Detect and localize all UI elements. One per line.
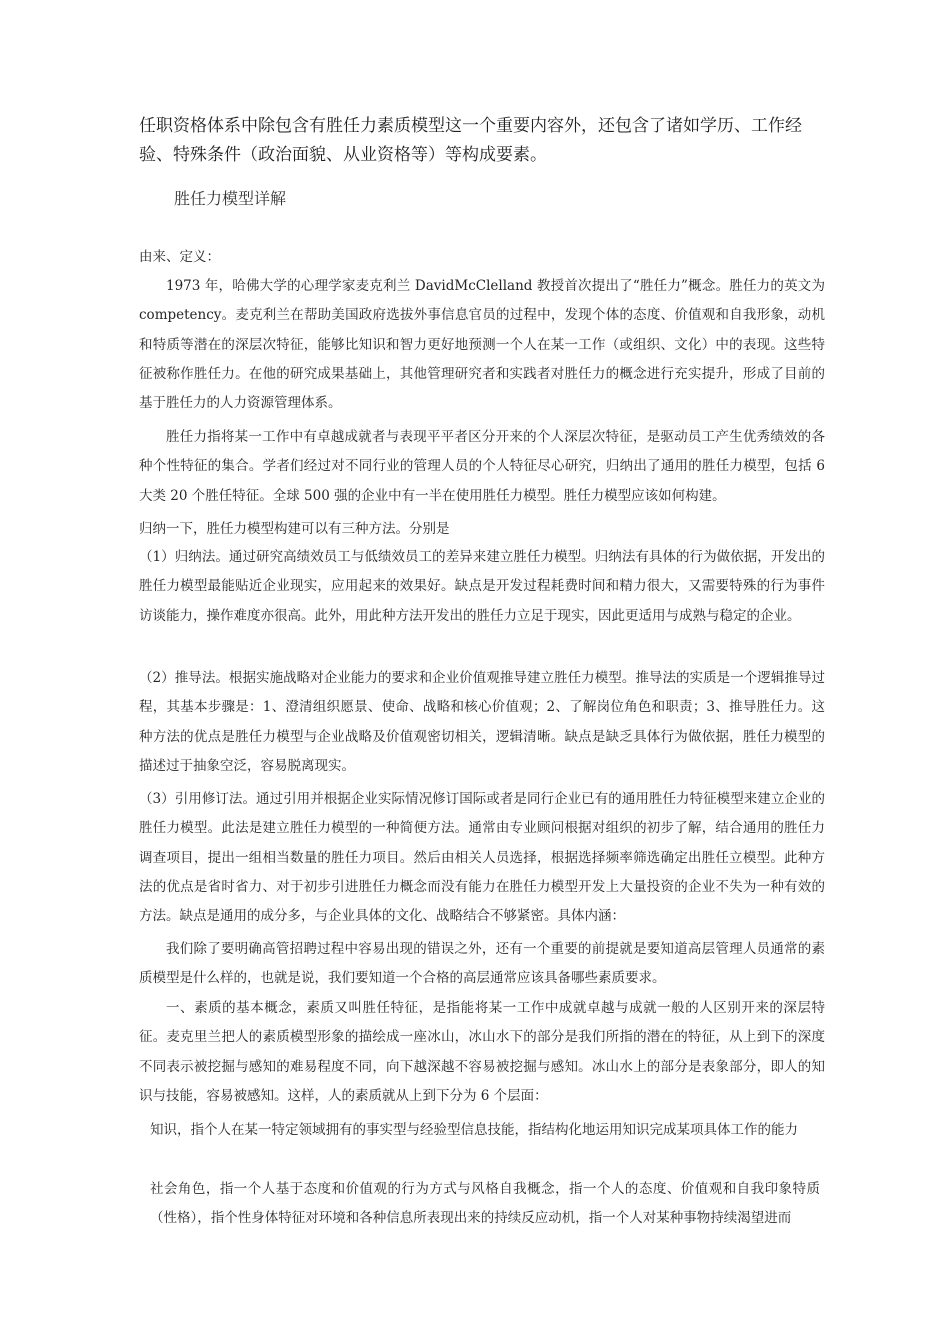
competency-concept-paragraph: 一、素质的基本概念，素质又叫胜任特征，是指能将某一工作中成就卓越与成就一般的人区别开来的深层特征。麦克里兰把人的素质模型形象的描绘成一座冰山，冰山水下的部分是我们所指的潜在的特征，从上到下的深度不同表示被挖掘与感知的难易程度不同，向下越深越不容易被挖掘与感知。冰山水上的部分是表象部分，即人的知识与技能，容易被感知。这样，人的素质就从上到下分为 6 个层面： (139, 1000, 825, 1104)
executives-paragraph: 我们除了要明确高管招聘过程中容易出现的错误之外，还有一个重要的前提就是要知道高层管理人员通常的素质模型是什么样的，也就是说，我们要知道一个合格的高层通常应该具备哪些素质要求。 (139, 941, 825, 987)
history-paragraph: 1973 年，哈佛大学的心理学家麦克利兰 DavidMcClelland 教授首次提出了“胜任力”概念。胜任力的英文为 competency。麦克利兰在帮助美国政府选拔外事信息官员的过程中，发现个体的态度、价值观和自我形象，动机和特质等潜在的深层次特征，能够比知识和智力更好地预测一个人在某一工作（或组织、文化）中的表现。这些特征被称作胜任力。在他的研究成果基础上，其他管理研究者和实践者对胜任力的概念进行充实提升，形成了目前的基于胜任力的人力资源管理体系。 (139, 278, 825, 412)
method-citation-paragraph: （3）引用修订法。通过引用并根据企业实际情况修订国际或者是同行企业已有的通用胜任力特征模型来建立企业的胜任力模型。此法是建立胜任力模型的一种简便方法。通常由专业顾问根据对组织的初步了解，结合通用的胜任力调查项目，提出一组相当数量的胜任力项目。然后由相关人员选择，根据选择频率筛选确定出胜任立模型。此种方法的优点是省时省力、对于初步引进胜任力概念而没有能力在胜任力模型开发上大量投资的企业不失为一种有效的方法。缺点是通用的成分多，与企业具体的文化、战略结合不够紧密。具体内涵： (139, 791, 825, 925)
social-role-layer-paragraph: 社会角色，指一个人基于态度和价值观的行为方式与风格自我概念，指一个人的态度、价值观和自我印象特质（性格），指个性身体特征对环境和各种信息所表现出来的持续反应动机，指一个人对某种事物持续渴望进而 (150, 1181, 820, 1226)
method-deductive-paragraph: （2）推导法。根据实施战略对企业能力的要求和企业价值观推导建立胜任力模型。推导法的实质是一个逻辑推导过程，其基本步骤是：1、澄清组织愿景、使命、战略和核心价值观；2、了解岗位角色和职责；3、推导胜任力。这种方法的优点是胜任力模型与企业战略及价值观密切相关，逻辑清晰。缺点是缺乏具体行为做依据，胜任力模型的描述过于抽象空泛，容易脱离现实。 (139, 670, 825, 774)
knowledge-layer-row: 知识，指个人在某一特定领域拥有的事实型与经验型信息技能，指结构化地运用知识完成某项具体工作的能力 (150, 1122, 798, 1138)
intro-paragraph: 任职资格体系中除包含有胜任力素质模型这一个重要内容外，还包含了诸如学历、工作经验、特殊条件（政治面貌、从业资格等）等构成要素。 (139, 116, 802, 165)
origin-label: 由来、定义： (139, 249, 220, 265)
method-inductive-paragraph: （1）归纳法。通过研究高绩效员工与低绩效员工的差异来建立胜任力模型。归纳法有具体的行为做依据，开发出的胜任力模型最能贴近企业现实，应用起来的效果好。缺点是开发过程耗费时间和精力很大，又需要特殊的行为事件访谈能力，操作难度亦很高。此外，用此种方法开发出的胜任力立足于现实，因此更适用与成熟与稳定的企业。 (139, 549, 825, 624)
section-heading: 胜任力模型详解 (174, 189, 287, 208)
methods-intro: 归纳一下，胜任力模型构建可以有三种方法。分别是 (139, 521, 450, 537)
definition-paragraph: 胜任力指将某一工作中有卓越成就者与表现平平者区分开来的个人深层次特征，是驱动员工产生优秀绩效的各种个性特征的集合。学者们经过对不同行业的管理人员的个人特征尽心研究，归纳出了通用的胜任力模型，包括 6 大类 20 个胜任特征。全球 500 强的企业中有一半在使用胜任力模型。胜任力模型应该如何构建。 (139, 429, 825, 504)
